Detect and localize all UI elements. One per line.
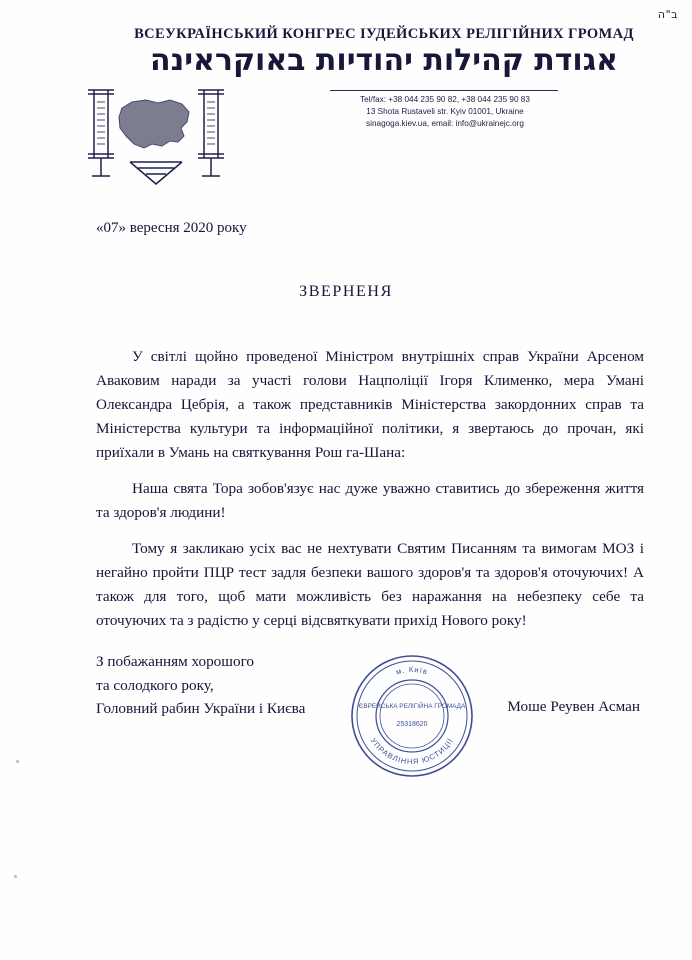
stamp-inner-text: ЄВРЕЙСЬКА РЕЛІГІЙНА ГРОМАДА xyxy=(358,703,466,710)
signatory-name: Моше Реувен Асман xyxy=(507,698,640,715)
letterhead xyxy=(0,26,692,176)
torah-scrolls-ukraine-map-emblem xyxy=(86,84,226,192)
contact-web: sinagoga.kiev.ua, email: info@ukrainejc.org xyxy=(366,118,524,128)
signature-block xyxy=(96,650,305,721)
signature-line-1: З побажанням хорошого xyxy=(96,653,255,670)
contact-address: 13 Shota Rustaveli str. Kyiv 01001, Ukraine xyxy=(366,106,524,116)
stamp-code: 25318620 xyxy=(396,721,428,728)
scan-speck xyxy=(14,875,17,878)
letterhead-contact xyxy=(318,94,572,130)
scan-speck xyxy=(16,760,19,763)
document-body xyxy=(96,345,644,645)
contact-phone: Tel/fax: +38 044 235 90 82, +38 044 235 90 83 xyxy=(360,95,530,104)
official-round-stamp xyxy=(348,652,476,780)
paragraph: Тому я закликаю усіх вас не нехтувати Святим Писанням та вимогам МОЗ і негайно пройти ПЦР тест задля безпеки вашого здоров'я та здоров'я оточуючих! А також для того, щоб мати можливість без наражання на небезпеку себе та оточуючих та з радістю у серці відсвяткувати прихід Нового року! xyxy=(96,540,644,630)
paragraph: У світлі щойно проведеної Міністром внутрішніх справ України Арсеном Аваковим наради за участі голови Нацполіції Ігоря Клименко, мера Умані Олександра Цебрія, а також представників Міністерства закордонних справ та Міністерства культури та інформаційної політики, я звертаюсь до прочан, які приїхали в Умань на святкування Рош га-Шана: xyxy=(96,348,644,462)
signature-line-2: та солодкого року, xyxy=(96,676,214,694)
letterhead-titles xyxy=(98,26,670,77)
document-heading: ЗВЕРНЕНЯ xyxy=(299,283,393,300)
stamp-outer-top: м. Київ xyxy=(394,664,430,677)
signature-title: Головний рабин України і Києва xyxy=(96,700,306,718)
stamp-outer-bottom: УПРАВЛІННЯ ЮСТИЦІЇ xyxy=(368,736,456,767)
document-date: «07» вересня 2020 року xyxy=(96,220,247,236)
hebrew-corner-mark: ב"ה xyxy=(657,8,678,21)
organization-name-ua: ВСЕУКРАЇНСЬКИЙ КОНГРЕС ІУДЕЙСЬКИХ РЕЛІГІЙНИХ ГРОМАД xyxy=(134,26,634,42)
organization-name-he: אגודת קהילות יהודיות באוקראינה xyxy=(150,43,618,78)
paragraph: Наша свята Тора зобов'язує нас дуже уважно ставитись до збереження життя та здоров'я людини! xyxy=(96,480,644,522)
ukraine-map-shape xyxy=(119,100,189,148)
letterhead-divider xyxy=(330,90,558,91)
